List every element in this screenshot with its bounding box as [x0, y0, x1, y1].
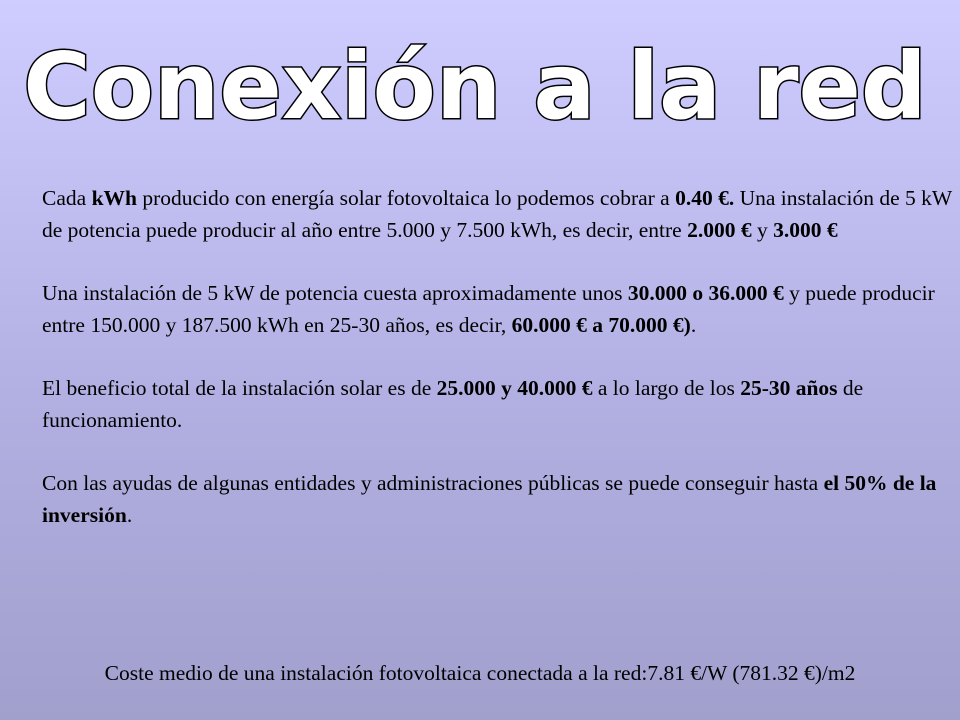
text-run-bold: 25.000 y 40.000 € [436, 376, 593, 400]
text-run-bold: 30.000 o 36.000 [627, 281, 768, 305]
text-run-bold: 60.000 € a 70.000 €) [511, 313, 691, 337]
text-run: Con las ayudas de algunas entidades y administraciones públicas se puede conseguir hasta [42, 471, 824, 495]
paragraph-revenue [42, 182, 957, 246]
paragraph-subsidies [42, 467, 957, 531]
text-run-bold: 0.40 €. [675, 186, 735, 210]
slide-title-text: Conexión a la red [23, 33, 927, 130]
paragraph-spacer [42, 436, 957, 467]
text-run: y [751, 218, 774, 242]
text-run: El beneficio total de la instalación solar es de [42, 376, 437, 400]
text-run: a lo largo de los [592, 376, 741, 400]
text-run-bold: 2.000 € [687, 218, 752, 242]
text-run: y puede producir entre 150.000 y 187.500 kWh en 25-30 años, es decir, [42, 281, 935, 337]
text-run-bold: kWh [91, 186, 137, 210]
paragraph-benefit [42, 372, 957, 436]
paragraph-cost [42, 277, 957, 341]
text-run: Una instalación de 5 kW de potencia puede producir al año entre 5.000 y 7.500 kWh, es decir, entre [42, 186, 952, 242]
text-run: Cada [42, 186, 92, 210]
text-run-bold: € [773, 281, 784, 305]
text-run: de funcionamiento. [42, 376, 864, 432]
text-run-bold: 3.000 € [773, 218, 838, 242]
text-run-bold: 25-30 años [740, 376, 838, 400]
text-run: producido con energía solar fotovoltaica lo podemos cobrar a [136, 186, 676, 210]
paragraph-spacer [42, 246, 957, 277]
text-run: Una instalación de 5 kW de potencia cuesta aproximadamente unos [42, 281, 628, 305]
text-run: . [126, 503, 133, 527]
text-run-bold: el 50% de la inversión [42, 471, 937, 527]
footer-average-cost: Coste medio de una instalación fotovoltaica conectada a la red:7.81 €/W (781.32 €)/m2 [104, 661, 856, 685]
slide-title [0, 20, 960, 130]
body-text [42, 182, 957, 531]
slide-title-graphic [0, 20, 960, 130]
paragraph-spacer [42, 341, 957, 372]
text-run: . [690, 313, 697, 337]
